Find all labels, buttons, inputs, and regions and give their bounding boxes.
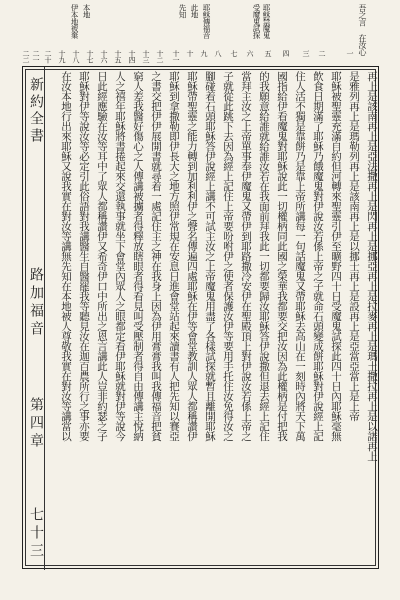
text-column: 國指給伊看魔鬼對耶穌說此一切權柄同此國之榮華我都要交把汝因為此權柄是付把我 [276,71,288,441]
verse-number: 二一 [32,50,40,63]
left-gutter [23,67,45,570]
text-column: 日此經應驗在汝等耳中了眾人都稱讚伊又希奇伊口中所出之恩言講此人豈非約瑟之子 [96,71,108,441]
verse-number: 二 [318,50,326,57]
top-right-note: 吾之言 在汝心 [358,4,367,56]
verse-number: 十三 [142,50,150,63]
text-column: 子就從此跳下去因為經上記住上帝要吩咐伊之使者保護汝伊等要用手托住汝免得汝之 [222,71,234,441]
verse-number: 十一 [172,50,180,63]
verse-number: 五 [264,50,272,57]
text-columns [45,67,378,570]
text-column: 腳碰着石頭耶穌答伊說經上講不可試主汝之上帝魔鬼用盡了各樣試探就暫且離開耶穌 [204,71,216,441]
text-column: 是雅列再上是瑪勒列再上是該南再上是以挪士再上是設再上是亞當亞當上是上帝 [348,71,360,421]
text-column: 耶穌對伊等說汝等必定引此俗語對我講醫生自醫罷我等聽見汝在迦百農所行之事亦要 [78,71,90,441]
verse-number: 十二 [156,50,164,63]
annotation-5: 先知 [178,4,187,18]
text-column: 之書交把伊伊展開書就尋着一處記住主之神在我身上因為伊用膏膏我叫我傳福音把貧 [150,71,162,441]
text-column: 住人活不獨是靠餅乃是靠上帝所講每一句話魔鬼又帶耶穌去高山在一刻時內將天下萬 [294,71,306,441]
verse-number: 十六 [100,50,108,63]
verse-number: 十七 [86,50,94,63]
verse-number: 十八 [72,50,80,63]
verse-number: 十四 [128,50,136,63]
text-column: 耶穌帶聖靈之能力轉到加利利伊之聲名傳遍四處耶穌在伊等會堂教訓人眾人都稱讚伊 [186,71,198,441]
text-column: 的我願意給誰就給誰汝若在我面前拜我此一切都要歸汝耶穌答伊說撒但退去經上記住 [258,71,270,441]
verse-number: 十九 [58,50,66,63]
verse-number: 三 [302,50,310,57]
annotation-7: 伊本地被棄 [70,4,79,39]
verse-number-row [22,50,357,66]
annotation-1: 耶穌禁魔鬼 [262,4,271,39]
verse-number: 二十 [44,50,52,63]
text-column: 再上是該南再上是亞法撒再上是閃再上是挪亞再上是拉麥再上是瑪土撒拉再上是以諾再上 [366,71,378,461]
book-title: 新約全書 [28,77,44,145]
verse-number: 九 [200,50,208,57]
annotation-2: 受魔鬼試探 [252,4,261,39]
verse-number: 四 [282,50,290,57]
text-column: 窮人差我醫好傷心之人傳講被擄者得釋放瞎眼者得看見叫受壓制者得自由傳講主悅納 [132,71,144,441]
text-column: 飲食日期滿了耶穌乃餓魔鬼對伊說汝若係上帝之子就命石頭變成餅耶穌對伊說經上記 [312,71,324,441]
verse-number: 六 [246,50,254,57]
chapter-label: 第四章 [28,397,44,451]
text-column: 在汝本地行出來耶穌又說我實在對汝等講無先知在本地被人尊敬我實在對汝等講當以 [60,71,72,441]
annotation-4: 此地 [190,4,199,18]
verse-number: 十五 [114,50,122,63]
verse-number: 一 [346,50,354,57]
page-number: 七十三 [28,507,44,561]
text-column: 當拜主汝之上帝單事奉伊魔鬼又帶伊到耶路撒冷安伊在聖殿頂上對伊說汝若係上帝之 [240,71,252,441]
verse-number: 十 [186,50,194,57]
annotation-3: 耶穌傳福音 [202,4,211,39]
text-column: 耶穌到拿撒勒即伊長大之地方照伊常規在安息日進會堂站起來讀書有人把先知以賽亞 [168,71,180,441]
verse-number: 七 [230,50,238,57]
text-column: 耶穌被聖靈充滿自約但河轉來聖靈引伊至曠野四十日受魔鬼試探此四十日內耶穌毫無 [330,71,342,441]
verse-number: 二二 [22,50,30,63]
annotation-6: 本地 [82,4,91,18]
gospel-name: 路加福音 [28,267,44,339]
verse-number: 八 [214,50,222,57]
text-frame [22,66,379,569]
text-column: 人之禧年耶穌將書捲起來交還執事就坐下會堂內眾人之眼都定看伊耶穌就對伊等說今 [114,71,126,441]
